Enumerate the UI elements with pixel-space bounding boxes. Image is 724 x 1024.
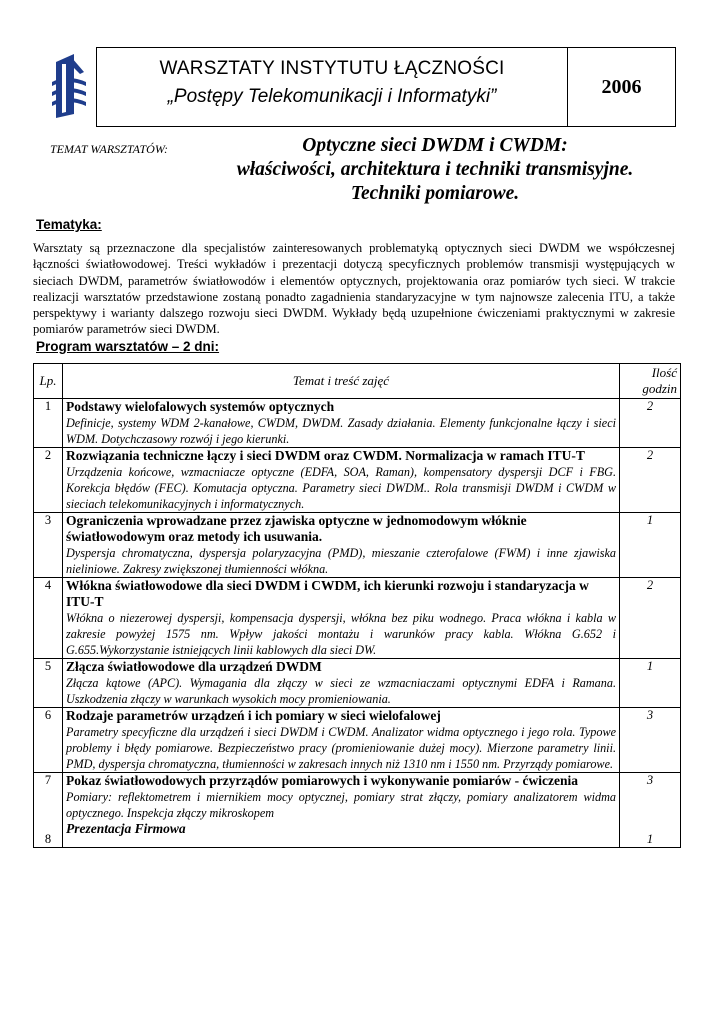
row-topic — [63, 513, 620, 578]
row-title: Rodzaje parametrów urządzeń i ich pomiary w sieci wielofalowej — [66, 708, 441, 723]
row-title: Złącza światłowodowe dla urządzeń DWDM — [66, 659, 322, 674]
row-title: Rozwiązania techniczne łączy i sieci DWDM oraz CWDM. Normalizacja w ramach ITU-T — [66, 448, 585, 463]
tematyka-text: Warsztaty są przeznaczone dla specjalistów zainteresowanych problematyką optycznych sieci DWDM we współczesnej łączności światłowodowej. Treści wykładów i prezentacji dotyczą specyficznych problemów transmisji występujących w sieciach DWDM, parametrów światłowodów i elementów optycznych, projektowania oraz pomiarów tych sieci. W trakcie realizacji warsztatów przedstawione zostaną ponadto zagadnienia standaryzacyjne w tym najnowsze zalecenia ITU, a także perspektywy i warianty dalszego rozwoju sieci DWDM. Wykłady będą uzupełnione ćwiczeniami praktycznymi w zakresie pomiarów parametrów sieci DWDM. — [33, 241, 675, 337]
col-hours-header-line1: Ilość — [651, 365, 677, 380]
row-topic — [63, 773, 620, 848]
row-title: Ograniczenia wprowadzane przez zjawiska optyczne w jednomodowym włóknie światłowodowym oraz metody ich usuwania. — [66, 513, 527, 544]
row-topic — [63, 659, 620, 708]
row-desc: Pomiary: reflektometrem i miernikiem mocy optycznej, pomiary strat złączy, pomiary analizatorem widma optycznego. Inspekcja złączy mikroskopem — [66, 790, 616, 820]
program-table — [33, 363, 681, 848]
row-lp-pair — [34, 773, 63, 848]
theme-title-line2: właściwości, architektura i techniki transmisyjne. — [236, 159, 634, 180]
table-row — [34, 399, 681, 448]
row-topic — [63, 448, 620, 513]
row-hours-pair — [620, 773, 681, 848]
table-row — [34, 659, 681, 708]
row-topic — [63, 708, 620, 773]
row-lp: 8 — [44, 832, 52, 846]
table-row — [34, 513, 681, 578]
col-topic-header: Temat i treść zajęć — [63, 364, 620, 399]
row-desc: Parametry specyficzne dla urządzeń i sieci DWDM i CWDM. Analizator widma optycznego i jego rola. Typowe problemy i błędy pomiarowe. Bezpieczeństwo pracy (promieniowanie dużej mocy). Mierzone parametry linii. PMD, dyspersja chromatyczna, tłumienności w zakresach innych niż 1310 nm i 1550 nm. Przyrządy pomiarowe. — [66, 725, 616, 771]
institute-logo-icon — [50, 52, 88, 122]
program-heading: Program warsztatów – 2 dni: — [36, 339, 220, 354]
row-lp: 3 — [34, 513, 63, 578]
row-desc: Dyspersja chromatyczna, dyspersja polaryzacyjna (PMD), mieszanie czterofalowe (FWM) i inne zjawiska nieliniowe. Zakresy zwiększonej tłumienności włókna. — [66, 546, 616, 576]
row-title: Pokaz światłowodowych przyrządów pomiarowych i wykonywanie pomiarów - ćwiczenia — [66, 773, 578, 788]
theme-title — [210, 134, 660, 206]
tematyka-heading: Tematyka: — [36, 217, 102, 232]
row-topic — [63, 578, 620, 659]
row-hours: 2 — [620, 448, 681, 513]
row-lp: 1 — [34, 399, 63, 448]
table-row — [34, 448, 681, 513]
row-lp: 5 — [34, 659, 63, 708]
row-desc: Urządzenia końcowe, wzmacniacze optyczne (EDFA, SOA, Raman), kompensatory dyspersji DCF i FBG. Korekcja błędów (FEC). Komutacja optyczna. Parametry sieci DWDM.. Rola transmisji DWDM i CWDM w sieciach telekomunikacyjnych i informatycznych. — [66, 465, 616, 511]
header-box — [96, 47, 676, 127]
row-lp: 2 — [34, 448, 63, 513]
row-desc: Definicje, systemy WDM 2-kanałowe, CWDM, DWDM. Zasady działania. Elementy funkcjonalne łączy i sieci WDM. Dotychczasowy rozwój i jego kierunki. — [66, 416, 616, 446]
table-header-row — [34, 364, 681, 399]
col-hours-header — [620, 364, 681, 399]
row-lp: 7 — [44, 773, 52, 787]
header-title-cell — [97, 48, 568, 126]
table-row — [34, 578, 681, 659]
row-hours: 2 — [620, 399, 681, 448]
col-lp-header: Lp. — [34, 364, 63, 399]
table-row — [34, 773, 681, 848]
row-title: Włókna światłowodowe dla sieci DWDM i CWDM, ich kierunki rozwoju i standaryzacja w ITU-T — [66, 578, 589, 609]
theme-title-line1: Optyczne sieci DWDM i CWDM: — [302, 135, 568, 156]
row-title: Podstawy wielofalowych systemów optycznych — [66, 399, 335, 414]
row-hours: 1 — [646, 832, 654, 846]
row-hours: 3 — [646, 773, 654, 787]
row-hours: 2 — [620, 578, 681, 659]
row-topic — [63, 399, 620, 448]
row-desc: Złącza kątowe (APC). Wymagania dla złączy w sieci ze wzmacniaczami optycznymi EDFA i Ramana. Uszkodzenia złączy w warunkach wysokich mocy promieniowania. — [66, 676, 616, 706]
row-desc: Włókna o niezerowej dyspersji, kompensacja dyspersji, włókna bez piku wodnego. Praca włókna i kabla w zakresie powyżej 1575 nm. Wpływ jakości montażu i warunków pracy kabla. Włókna G.652 i G.655.Wykorzystanie istniejących linii kablowych dla sieci DW. — [66, 611, 616, 657]
header-year: 2006 — [601, 75, 642, 98]
table-row — [34, 708, 681, 773]
row-lp: 6 — [34, 708, 63, 773]
row-hours: 1 — [620, 513, 681, 578]
header-title: WARSZTATY INSTYTUTU ŁĄCZNOŚCI — [159, 58, 505, 79]
row-hours: 1 — [620, 659, 681, 708]
row-hours: 3 — [620, 708, 681, 773]
header-subtitle: „Postępy Telekomunikacji i Informatyki” — [167, 86, 497, 107]
row-title: Prezentacja Firmowa — [66, 821, 186, 836]
row-lp: 4 — [34, 578, 63, 659]
theme-label: TEMAT WARSZTATÓW: — [50, 142, 169, 156]
col-hours-header-line2: godzin — [642, 381, 677, 396]
theme-title-line3: Techniki pomiarowe. — [350, 183, 520, 204]
